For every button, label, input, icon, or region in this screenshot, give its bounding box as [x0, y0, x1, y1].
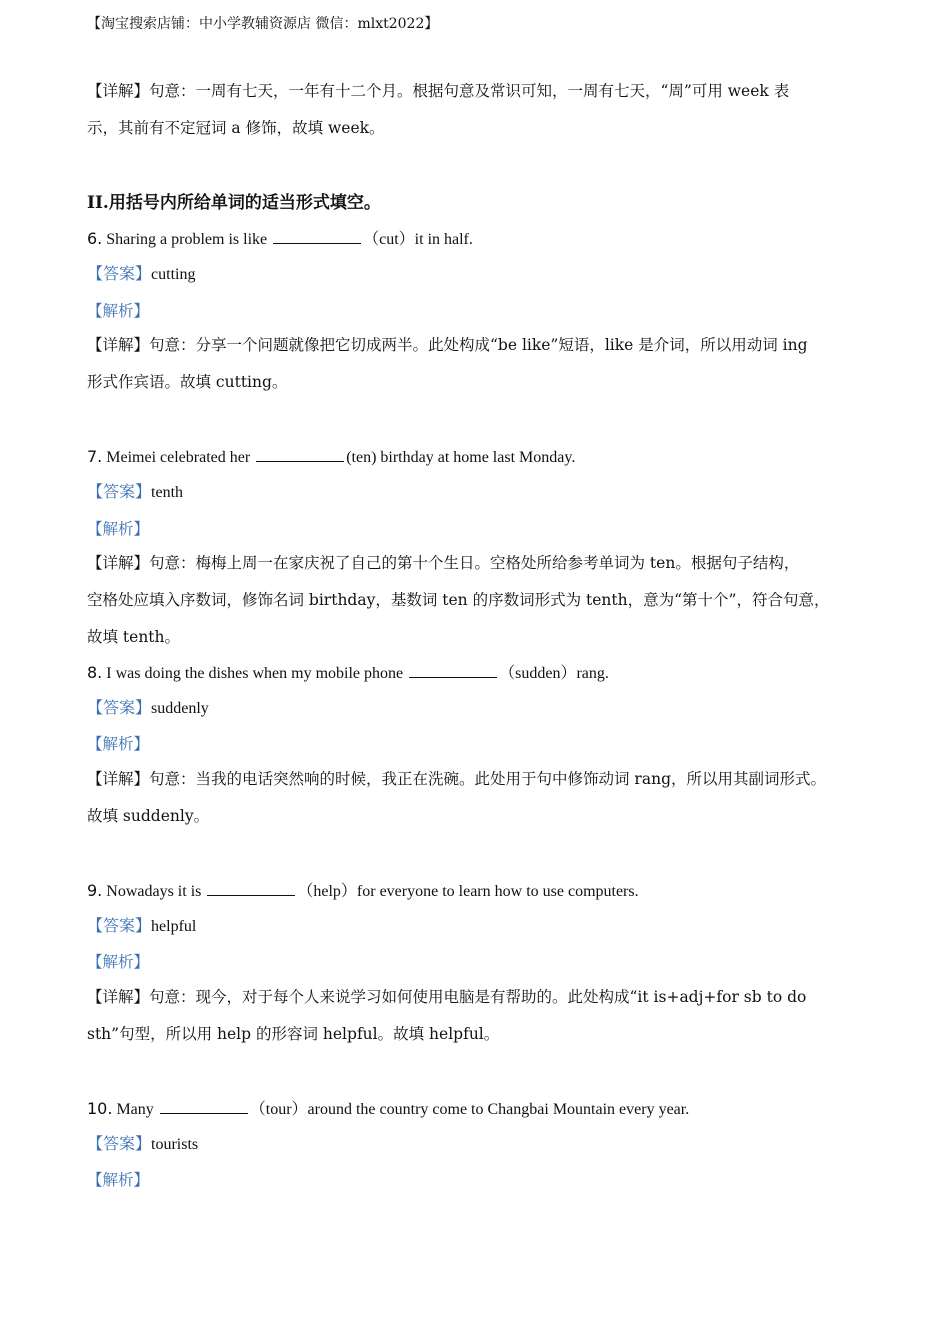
answer-9	[87, 917, 196, 937]
question-6	[87, 229, 473, 250]
question-9	[87, 881, 639, 902]
analysis-label-6: 【解析】	[87, 302, 150, 320]
answer-value: cutting	[151, 266, 196, 283]
answer-label: 【答案】	[87, 484, 152, 501]
question-7	[87, 447, 575, 468]
question-text-after: （tour）around the country come to Changbai Mountain every year.	[249, 1101, 690, 1118]
answer-blank	[409, 663, 497, 678]
analysis-label-10: 【解析】	[87, 1171, 150, 1189]
answer-label: 【答案】	[87, 700, 152, 717]
question-text-before: I was doing the dishes when my mobile phone	[106, 665, 404, 682]
answer-blank	[256, 447, 344, 462]
analysis-label-9: 【解析】	[87, 953, 150, 971]
detail-9-line-1: 【详解】句意：现今，对于每个人来说学习如何使用电脑是有帮助的。此处构成“it is+adj+for sb to do	[87, 988, 807, 1006]
answer-value: tenth	[151, 484, 184, 501]
question-8	[87, 663, 609, 684]
answer-blank	[273, 229, 361, 244]
answer-value: tourists	[151, 1136, 199, 1153]
analysis-label-8: 【解析】	[87, 735, 150, 753]
answer-10	[87, 1135, 198, 1155]
question-text-after: （cut）it in half.	[363, 231, 473, 248]
question-10	[87, 1099, 689, 1120]
question-number: 9.	[87, 881, 103, 900]
question-number: 7.	[87, 447, 103, 466]
detail-6-line-1: 【详解】句意：分享一个问题就像把它切成两半。此处构成“be like”短语，like 是介词，所以用动词 ing	[87, 336, 808, 354]
section-title: II.用括号内所给单词的适当形式填空。	[87, 193, 381, 213]
analysis-label-7: 【解析】	[87, 520, 150, 538]
intro-detail-line-1: 【详解】句意：一周有七天，一年有十二个月。根据句意及常识可知，一周有七天，“周”可用 week 表	[87, 82, 790, 100]
page-header: 【淘宝搜索店铺：中小学教辅资源店 微信：mlxt2022】	[87, 16, 439, 32]
answer-label: 【答案】	[87, 266, 152, 283]
question-text-before: Meimei celebrated her	[106, 449, 251, 466]
question-text-before: Many	[116, 1101, 154, 1118]
detail-9-line-2: sth”句型，所以用 help 的形容词 helpful。故填 helpful。	[87, 1025, 500, 1043]
question-text-before: Nowadays it is	[106, 883, 202, 900]
answer-label: 【答案】	[87, 918, 152, 935]
question-text-after: (ten) birthday at home last Monday.	[346, 449, 576, 466]
answer-7	[87, 483, 183, 503]
answer-8	[87, 699, 209, 719]
question-number: 8.	[87, 663, 103, 682]
question-number: 10.	[87, 1099, 113, 1118]
answer-blank	[207, 881, 295, 896]
detail-7-line-3: 故填 tenth。	[87, 628, 181, 646]
intro-detail-line-2: 示，其前有不定冠词 a 修饰，故填 week。	[87, 119, 385, 137]
detail-8-line-1: 【详解】句意：当我的电话突然响的时候，我正在洗碗。此处用于句中修饰动词 rang，所以用其副词形式。	[87, 770, 826, 788]
detail-7-line-2: 空格处应填入序数词，修饰名词 birthday，基数词 ten 的序数词形式为 tenth，意为“第十个”，符合句意，	[87, 591, 830, 609]
question-text-after: （help）for everyone to learn how to use computers.	[297, 883, 639, 900]
detail-8-line-2: 故填 suddenly。	[87, 807, 210, 825]
detail-6-line-2: 形式作宾语。故填 cutting。	[87, 373, 288, 391]
question-text-before: Sharing a problem is like	[106, 231, 268, 248]
question-text-after: （sudden）rang.	[499, 665, 609, 682]
answer-blank	[160, 1099, 248, 1114]
question-number: 6.	[87, 229, 103, 248]
answer-value: suddenly	[151, 700, 209, 717]
answer-6	[87, 265, 195, 285]
detail-7-line-1: 【详解】句意：梅梅上周一在家庆祝了自己的第十个生日。空格处所给参考单词为 ten。根据句子结构，	[87, 554, 800, 572]
answer-label: 【答案】	[87, 1136, 152, 1153]
answer-value: helpful	[151, 918, 197, 935]
